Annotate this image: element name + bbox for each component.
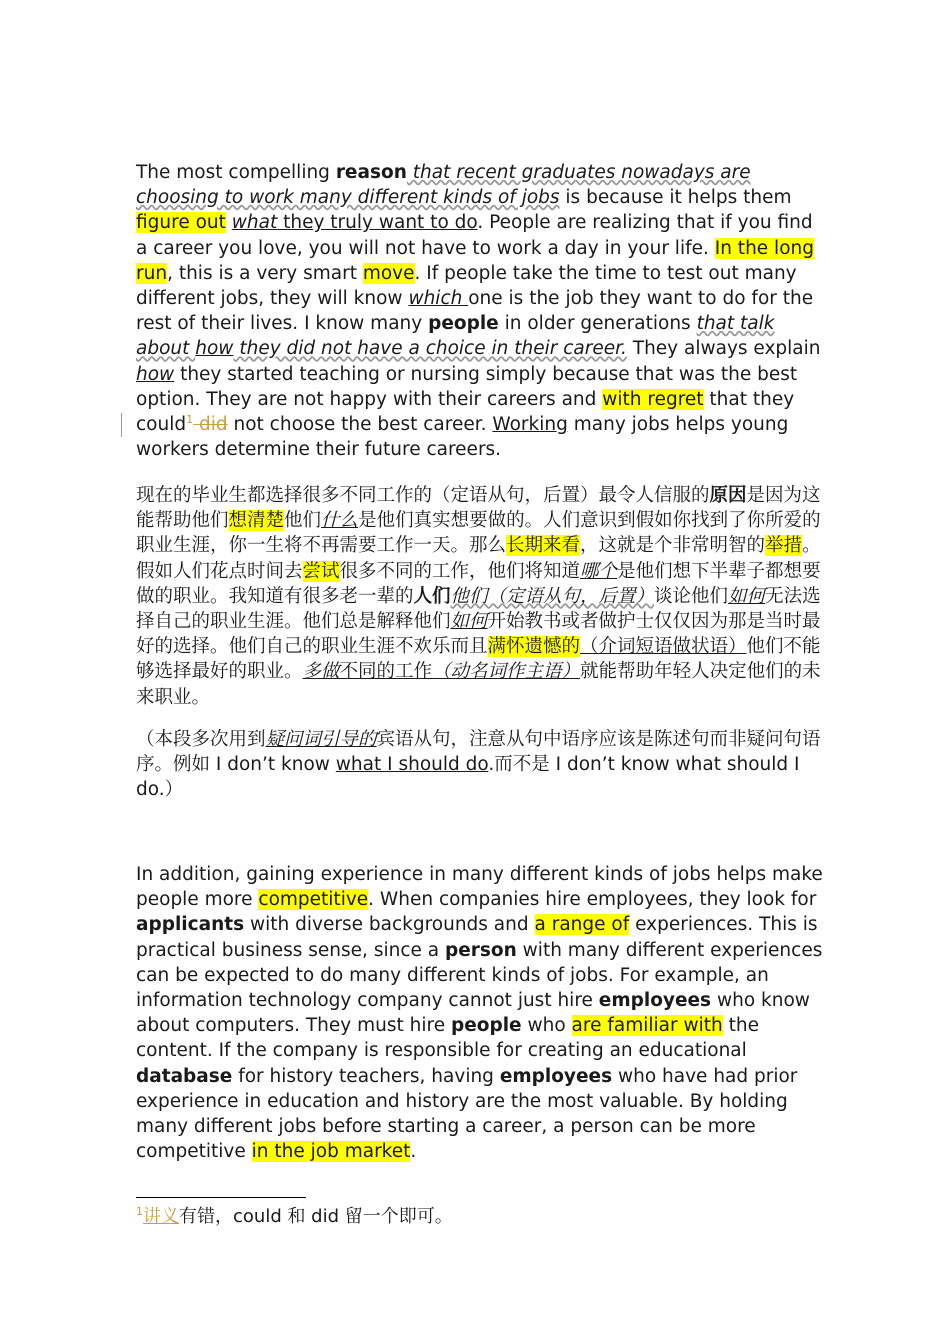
deleted-text: did [193, 414, 228, 436]
footnote-number: 1 [136, 1205, 143, 1218]
paragraph-chinese-translation: 现在的毕业生都选择很多不同工作的（定语从句，后置）最令人信服的原因是因为这能帮助他们想清楚他们什么是他们真实想要做的。人们意识到假如你找到了你所爱的职业生涯，你一生将不再需要工作一天。那么长期来看，这就是个非常明智的举措。假如人们花点时间去尝试很多不同的工作，他们将知道哪个是他们想下半辈子都想要做的职业。我知道有很多老一辈的人们他们（定语从句，后置）谈论他们如何无法选择自己的职业生涯。他们总是解释他们如何开始教书或者做护士仅仅因为那是当时最好的选择。他们自己的职业生涯不欢乐而且满怀遗憾的（介词短语做状语）他们不能够选择最好的职业。多做不同的工作（动名词作主语）就能帮助年轻人决定他们的未来职业。 [136, 485, 821, 708]
paragraph-english-1: The most compelling reason that recent graduates nowadays are choosing to work many different kinds of jobs is because it helps them figure out what they truly want to do. People are realizing that if you find a career you love, you will not have to work a day in your life. In the long run, this is a very smart move. If people take the time to test out many different jobs, they will know which one is the job they want to do for the rest of their lives. I know many people in older generations that talk about how they did not have a choice in their career. They always explain how they started teaching or nursing simply because that was the best option. They are not happy with their careers and with regret that they could$^1$ did not choose the best career. Working many jobs helps young workers determine their future careers. [136, 162, 821, 461]
paragraph-english-2: In addition, gaining experience in many different kinds of jobs helps make people more competitive. When companies hire employees, they look for applicants with diverse backgrounds and a range of experiences. This is practical business sense, since a person with many different experiences can be expected to do many different kinds of jobs. For example, an information technology company cannot just hire employees who know about computers. They must hire people who are familiar with the content. If the company is responsible for creating an educational database for history teachers, having employees who have had prior experience in education and history are the most valuable. By holding many different jobs before starting a career, a person can be more competitive in the job market. [136, 864, 823, 1163]
revision-change-bar [121, 413, 122, 437]
paragraph-grammar-note: （本段多次用到疑问词引导的宾语从句，注意从句中语序应该是陈述句而非疑问句语序。例如 I don’t know what I should do.而不是 I don’t know what should I do.） [136, 729, 821, 801]
footnote-separator [136, 1197, 306, 1198]
footnote-reference[interactable]: 1 [186, 412, 194, 426]
footnote [136, 1205, 453, 1229]
footnote-text: 有错，could 和 did 留一个即可。 [179, 1206, 453, 1227]
footnote-link[interactable]: 讲义 [143, 1206, 179, 1227]
